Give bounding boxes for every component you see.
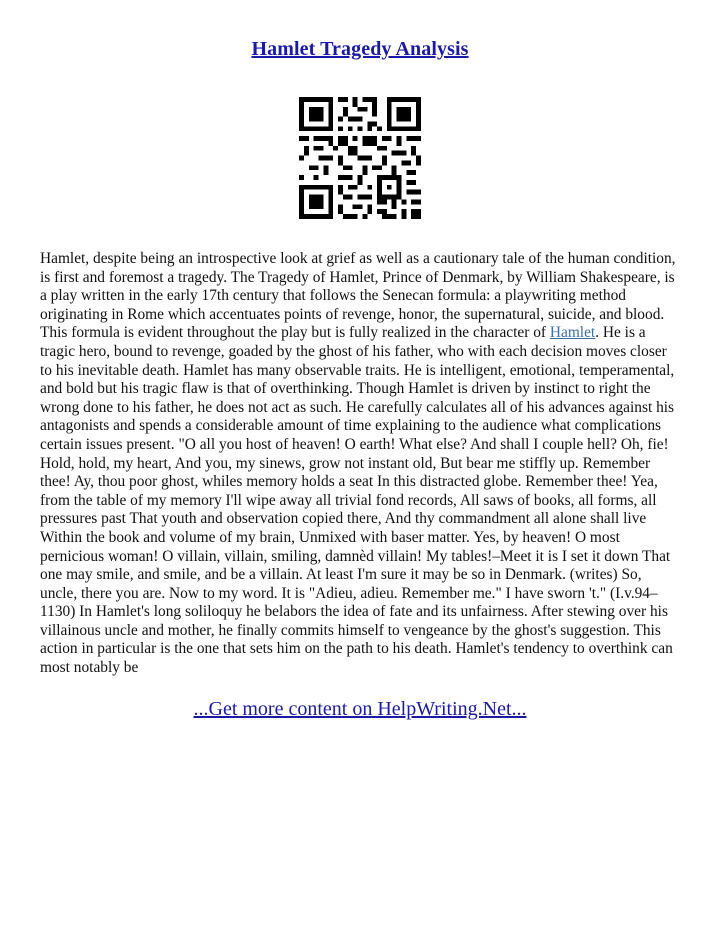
hamlet-inline-link[interactable]: Hamlet (549, 324, 596, 342)
paragraph-text-before-link: Hamlet, despite being an introspective look at grief as well as a cautionary tale of the human condition, is first and foremost a tragedy. The Tragedy of Hamlet, Prince of Denmark, by William Shakespeare, is a play written in the early 17th century that follows the Senecan formula: a playwriting method originating in Rome which accentuates points of revenge, honor, the supernatural, suicide, and blood. This formula is evident throughout the play but is fully realized in the character of (40, 250, 676, 342)
get-more-content-link[interactable]: ...Get more content on HelpWriting.Net... (193, 698, 527, 720)
qr-code-icon (299, 97, 421, 219)
body-paragraph (40, 250, 682, 678)
paragraph-text-after-link: . He is a tragic hero, bound to revenge, goaded by the ghost of his father, who with each decision moves closer to his inevitable death. Hamlet has many observable traits. He is intelligent, emotional, temperamental, and bold but his tragic flaw is that of overthinking. Though Hamlet is driven by instinct to right the wrong done to his father, he does not act as such. He carefully calculates all of his advances against his antagonists and spends a considerable amount of time explaining to the audience what complications certain issues present. "O all you host of heaven! O earth! What else? And shall I couple hell? Oh, fie! Hold, hold, my heart, And you, my sinews, grow not instant old, But bear me stiffly up. Remember thee! Ay, thou poor ghost, whiles memory holds a seat In this distracted globe. Remember thee! Yea, from the table of my memory I'll wipe away all trivial fond records, All saws of books, all forms, all pressures past That youth and observation copied there, And thy commandment all alone shall live Within the book and volume of my brain, Unmixed with baser matter. Yes, by heaven! O most pernicious woman! O villain, villain, smiling, damnèd villain! My tables!–Meet it is I set it down That one may smile, and smile, and be a villain. At least I'm sure it may be so in Denmark. (writes) So, uncle, there you are. Now to my word. It is "Adieu, adieu. Remember me." I have sworn 't." (I.v.94–1130) In Hamlet's long soliloquy he belabors the idea of fate and its unfairness. After stewing over his villainous uncle and mother, he finally commits himself to vengeance by the ghost's suggestion. This action in particular is the one that sets him on the path to his death. Hamlet's tendency to overthink can most notably be (40, 324, 675, 677)
document-title-link[interactable]: Hamlet Tragedy Analysis (251, 38, 469, 60)
